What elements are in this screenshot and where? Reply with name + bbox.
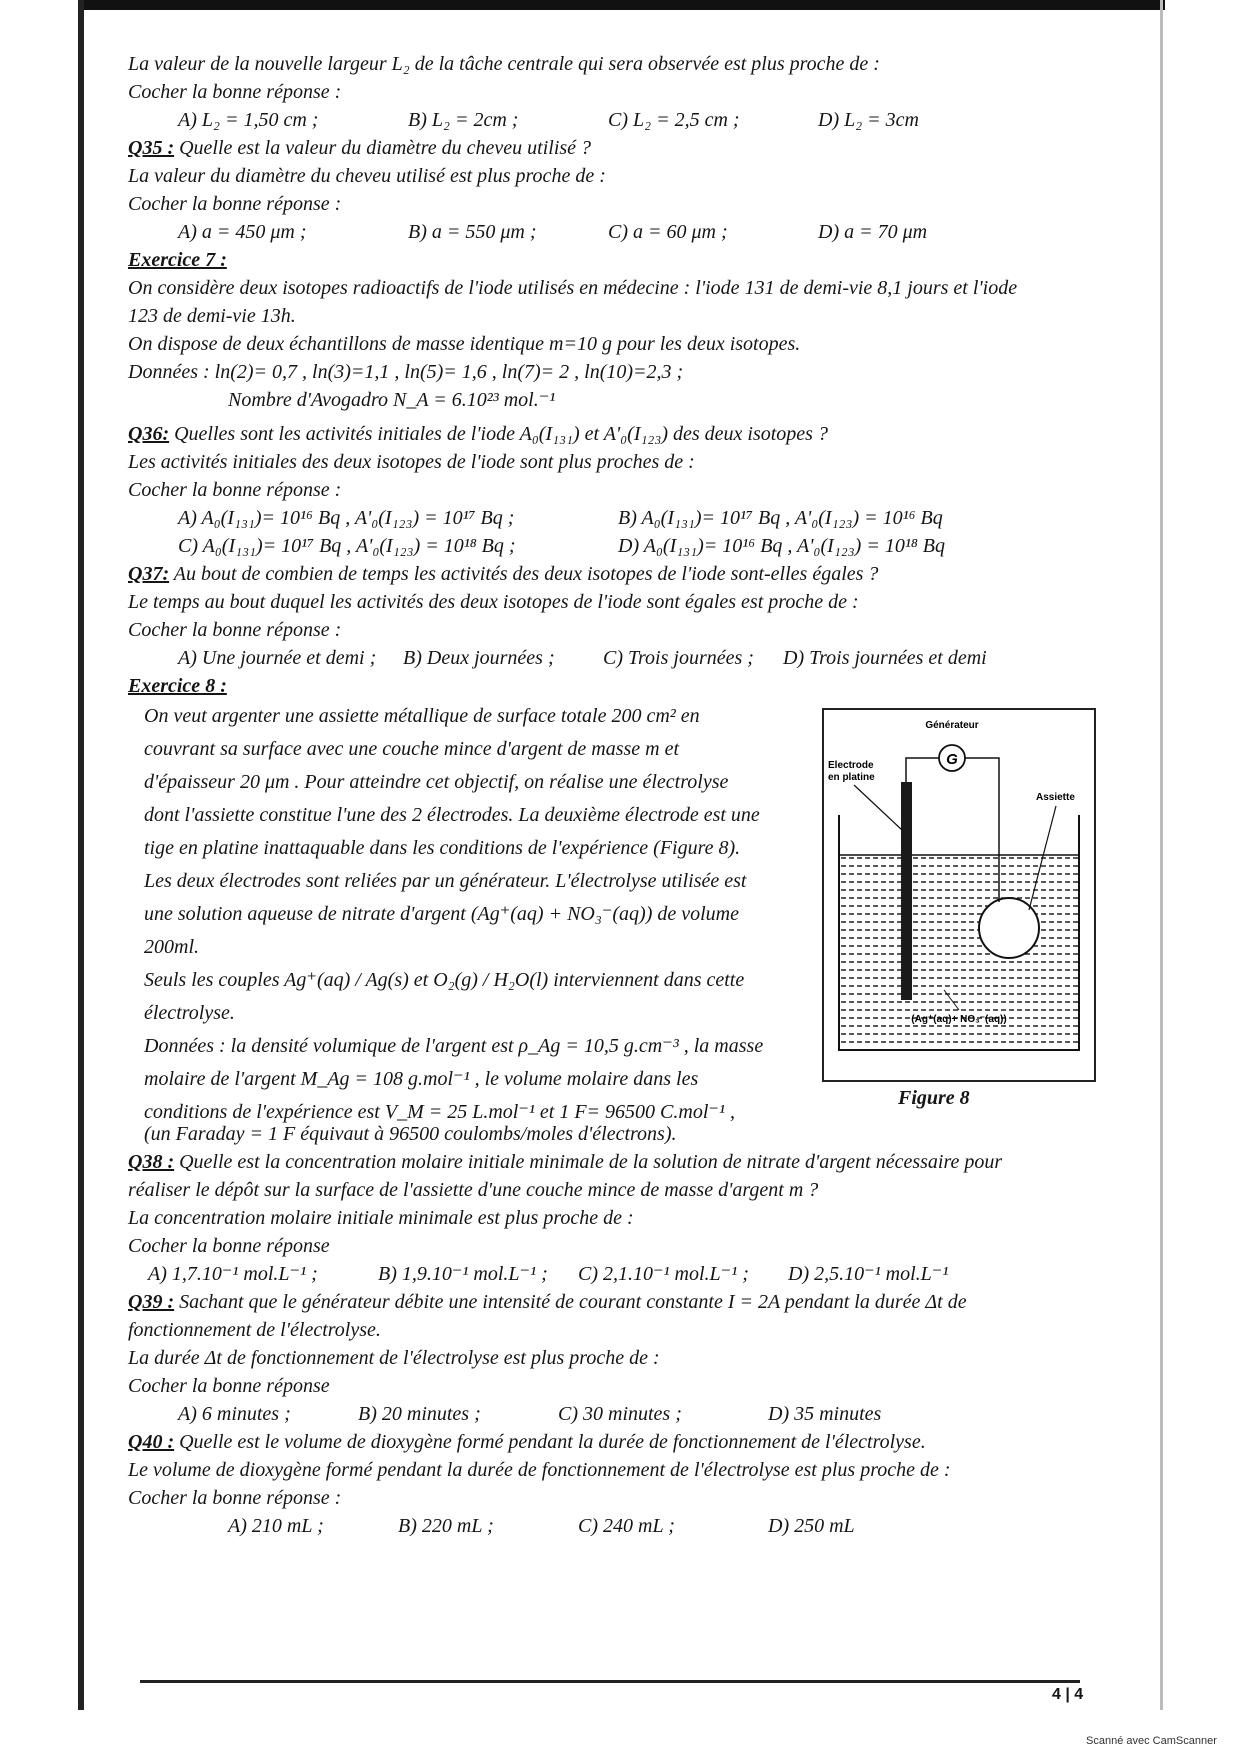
exercise-8-body [128, 700, 1088, 1123]
ex8-line: Données : la densité volumique de l'argent est ρ_Ag = 10,5 g.cm⁻³ , la masse [144, 1035, 764, 1057]
solution-label: (Ag⁺(aq)+ NO₃⁻(aq)) [911, 1014, 1007, 1025]
q35-option-b[interactable]: B) a = 550 μm ; [408, 221, 537, 243]
q37-question [128, 560, 1088, 588]
ex8-line: tige en platine inattaquable dans les conditions de l'expérience (Figure 8). [144, 837, 741, 859]
q36-option-d[interactable]: D) A₀(I₁₃₁)= 10¹⁶ Bq , A'₀(I₁₂₃) = 10¹⁸ Bq [618, 535, 946, 557]
ex8-line: 200ml. [144, 936, 199, 958]
q40-options [128, 1512, 1088, 1540]
q39-option-c[interactable]: C) 30 minutes ; [558, 1403, 682, 1425]
ex7-data: Données : ln(2)= 0,7 , ln(3)=1,1 , ln(5)= 1,6 , ln(7)= 2 , ln(10)=2,3 ; [128, 361, 684, 383]
ex8-line: d'épaisseur 20 μm . Pour atteindre cet objectif, on réalise une électrolyse [144, 771, 729, 793]
q37-option-c[interactable]: C) Trois journées ; [603, 647, 754, 669]
q36-text: Quelles sont les activités initiales de l'iode A₀(I₁₃₁) et A'₀(I₁₂₃) des deux isotopes ? [169, 423, 828, 445]
q35-question [128, 134, 1088, 162]
q34-tail-instruction: Cocher la bonne réponse : [128, 81, 342, 103]
ex8-line: électrolyse. [144, 1002, 235, 1024]
q39-option-a[interactable]: A) 6 minutes ; [178, 1403, 291, 1425]
q40-option-b[interactable]: B) 220 mL ; [398, 1515, 494, 1537]
q40-text: Quelle est le volume de dioxygène formé pendant la durée de fonctionnement de l'électrolyse. [174, 1431, 926, 1453]
q35-text: Quelle est la valeur du diamètre du cheveu utilisé ? [174, 137, 592, 159]
q38-question-cont: réaliser le dépôt sur la surface de l'assiette d'une couche mince de masse d'argent m ? [128, 1179, 819, 1201]
q38-text: Quelle est la concentration molaire initiale minimale de la solution de nitrate d'argent nécessaire pour [174, 1151, 1003, 1173]
q39-question [128, 1288, 1088, 1316]
q36-option-a[interactable]: A) A₀(I₁₃₁)= 10¹⁶ Bq , A'₀(I₁₂₃) = 10¹⁷ Bq ; [178, 507, 515, 529]
q40-label: Q40 : [128, 1431, 175, 1453]
q36-option-c[interactable]: C) A₀(I₁₃₁)= 10¹⁷ Bq , A'₀(I₁₂₃) = 10¹⁸ Bq ; [178, 535, 516, 557]
wire-left [906, 758, 939, 782]
q35-instruction: Cocher la bonne réponse : [128, 193, 342, 215]
q40-question [128, 1428, 1088, 1456]
q38-question [128, 1148, 1088, 1176]
q34-option-d[interactable]: D) L₂ = 3cm [818, 109, 919, 131]
q39-options [128, 1400, 1088, 1428]
q39-question-cont: fonctionnement de l'électrolyse. [128, 1319, 381, 1341]
electrode-label-line2: en platine [828, 772, 875, 783]
generator-symbol-text: G [946, 751, 958, 768]
ex8-line: Les deux électrodes sont reliées par un générateur. L'électrolyse utilisée est [144, 870, 747, 892]
figure-8-caption: Figure 8 [898, 1087, 970, 1109]
q37-option-d[interactable]: D) Trois journées et demi [783, 647, 987, 669]
ex8-line: une solution aqueuse de nitrate d'argent (Ag⁺(aq) + NO₃⁻(aq)) de volume [144, 903, 739, 925]
q39-line2: La durée Δt de fonctionnement de l'électrolyse est plus proche de : [128, 1347, 660, 1369]
q34-option-c[interactable]: C) L₂ = 2,5 cm ; [608, 109, 740, 131]
q35-option-d[interactable]: D) a = 70 μm [818, 221, 928, 243]
scanner-watermark: Scanné avec CamScanner [1086, 1735, 1217, 1747]
q35-label: Q35 : [128, 137, 175, 159]
q38-instruction: Cocher la bonne réponse [128, 1235, 330, 1257]
q36-label: Q36: [128, 423, 170, 445]
ex8-statement [144, 700, 804, 1129]
exam-page [128, 50, 1088, 1540]
q38-line2: La concentration molaire initiale minimale est plus proche de : [128, 1207, 634, 1229]
ex7-avogadro: Nombre d'Avogadro N_A = 6.10²³ mol.⁻¹ [228, 389, 556, 411]
ex8-line: conditions de l'expérience est V_M = 25 L.mol⁻¹ et 1 F= 96500 C.mol⁻¹ , [144, 1101, 735, 1123]
ex8-line: molaire de l'argent M_Ag = 108 g.mol⁻¹ , le volume molaire dans les [144, 1068, 699, 1090]
q39-instruction: Cocher la bonne réponse [128, 1375, 330, 1397]
footer-rule [140, 1680, 1080, 1683]
platinum-electrode [901, 782, 912, 1000]
generator-label: Générateur [925, 720, 979, 731]
exercise-7-title: Exercice 7 : [128, 249, 227, 271]
ex8-faraday-note: (un Faraday = 1 F équivaut à 96500 coulombs/moles d'électrons). [144, 1123, 677, 1145]
q36-option-b[interactable]: B) A₀(I₁₃₁)= 10¹⁷ Bq , A'₀(I₁₂₃) = 10¹⁶ Bq [618, 507, 943, 529]
q40-option-c[interactable]: C) 240 mL ; [578, 1515, 675, 1537]
q36-options-row1 [128, 504, 1088, 532]
q39-text: Sachant que le générateur débite une intensité de courant constante I = 2A pendant la durée Δt de [174, 1291, 967, 1313]
q34-option-a[interactable]: A) L₂ = 1,50 cm ; [178, 109, 319, 131]
q40-line2: Le volume de dioxygène formé pendant la durée de fonctionnement de l'électrolyse est plus proche de : [128, 1459, 951, 1481]
q37-instruction: Cocher la bonne réponse : [128, 619, 342, 641]
q34-options [128, 106, 1088, 134]
q40-instruction: Cocher la bonne réponse : [128, 1487, 342, 1509]
q36-instruction: Cocher la bonne réponse : [128, 479, 342, 501]
ex8-line: couvrant sa surface avec une couche mince d'argent de masse m et [144, 738, 680, 760]
ex7-samples: On dispose de deux échantillons de masse identique m=10 g pour les deux isotopes. [128, 333, 801, 355]
ex7-intro-line2: 123 de demi-vie 13h. [128, 305, 296, 327]
ex8-line: Seuls les couples Ag⁺(aq) / Ag(s) et O₂(g) / H₂O(l) interviennent dans cette [144, 969, 745, 991]
figure-8-electrolysis-diagram [822, 708, 1096, 1082]
q38-option-a[interactable]: A) 1,7.10⁻¹ mol.L⁻¹ ; [148, 1263, 318, 1285]
electrode-pointer [854, 785, 902, 830]
ex8-line: On veut argenter une assiette métallique de surface totale 200 cm² en [144, 705, 700, 727]
q40-option-d[interactable]: D) 250 mL [768, 1515, 855, 1537]
q35-option-c[interactable]: C) a = 60 μm ; [608, 221, 728, 243]
q39-label: Q39 : [128, 1291, 175, 1313]
q37-option-a[interactable]: A) Une journée et demi ; [178, 647, 377, 669]
electrode-label-line1: Electrode [828, 760, 874, 771]
q38-option-b[interactable]: B) 1,9.10⁻¹ mol.L⁻¹ ; [378, 1263, 548, 1285]
q34-tail-line: La valeur de la nouvelle largeur L₂ de la tâche centrale qui sera observée est plus proche de : [128, 53, 880, 75]
q35-line2: La valeur du diamètre du cheveu utilisé est plus proche de : [128, 165, 606, 187]
q36-options-row2 [128, 532, 1088, 560]
scan-left-edge [78, 0, 84, 1710]
q37-line2: Le temps au bout duquel les activités des deux isotopes de l'iode sont égales est proche de : [128, 591, 859, 613]
q37-option-b[interactable]: B) Deux journées ; [403, 647, 555, 669]
q37-options [128, 644, 1088, 672]
scan-right-edge [1160, 0, 1163, 1710]
exercise-8-title: Exercice 8 : [128, 675, 227, 697]
q38-options [128, 1260, 1088, 1288]
q38-option-d[interactable]: D) 2,5.10⁻¹ mol.L⁻¹ [788, 1263, 949, 1285]
q38-option-c[interactable]: C) 2,1.10⁻¹ mol.L⁻¹ ; [578, 1263, 749, 1285]
q37-text: Au bout de combien de temps les activités des deux isotopes de l'iode sont-elles égales ? [169, 563, 879, 585]
q35-options [128, 218, 1088, 246]
plate-label: Assiette [1036, 792, 1075, 803]
q34-option-b[interactable]: B) L₂ = 2cm ; [408, 109, 519, 131]
q37-label: Q37: [128, 563, 170, 585]
page-number: 4 | 4 [1052, 1686, 1084, 1703]
q39-option-d[interactable]: D) 35 minutes [768, 1403, 882, 1425]
q38-label: Q38 : [128, 1151, 175, 1173]
scan-top-edge [80, 0, 1165, 10]
q35-option-a[interactable]: A) a = 450 μm ; [178, 221, 307, 243]
q36-question [128, 420, 1088, 448]
q39-option-b[interactable]: B) 20 minutes ; [358, 1403, 481, 1425]
ex8-line: dont l'assiette constitue l'une des 2 électrodes. La deuxième électrode est une [144, 804, 760, 826]
q36-line2: Les activités initiales des deux isotopes de l'iode sont plus proches de : [128, 451, 695, 473]
q40-option-a[interactable]: A) 210 mL ; [228, 1515, 324, 1537]
ex7-intro-line1: On considère deux isotopes radioactifs de l'iode utilisés en médecine : l'iode 131 de demi-vie 8,1 jours et l'iode [128, 277, 1018, 299]
electrolysis-svg [824, 710, 1094, 1080]
